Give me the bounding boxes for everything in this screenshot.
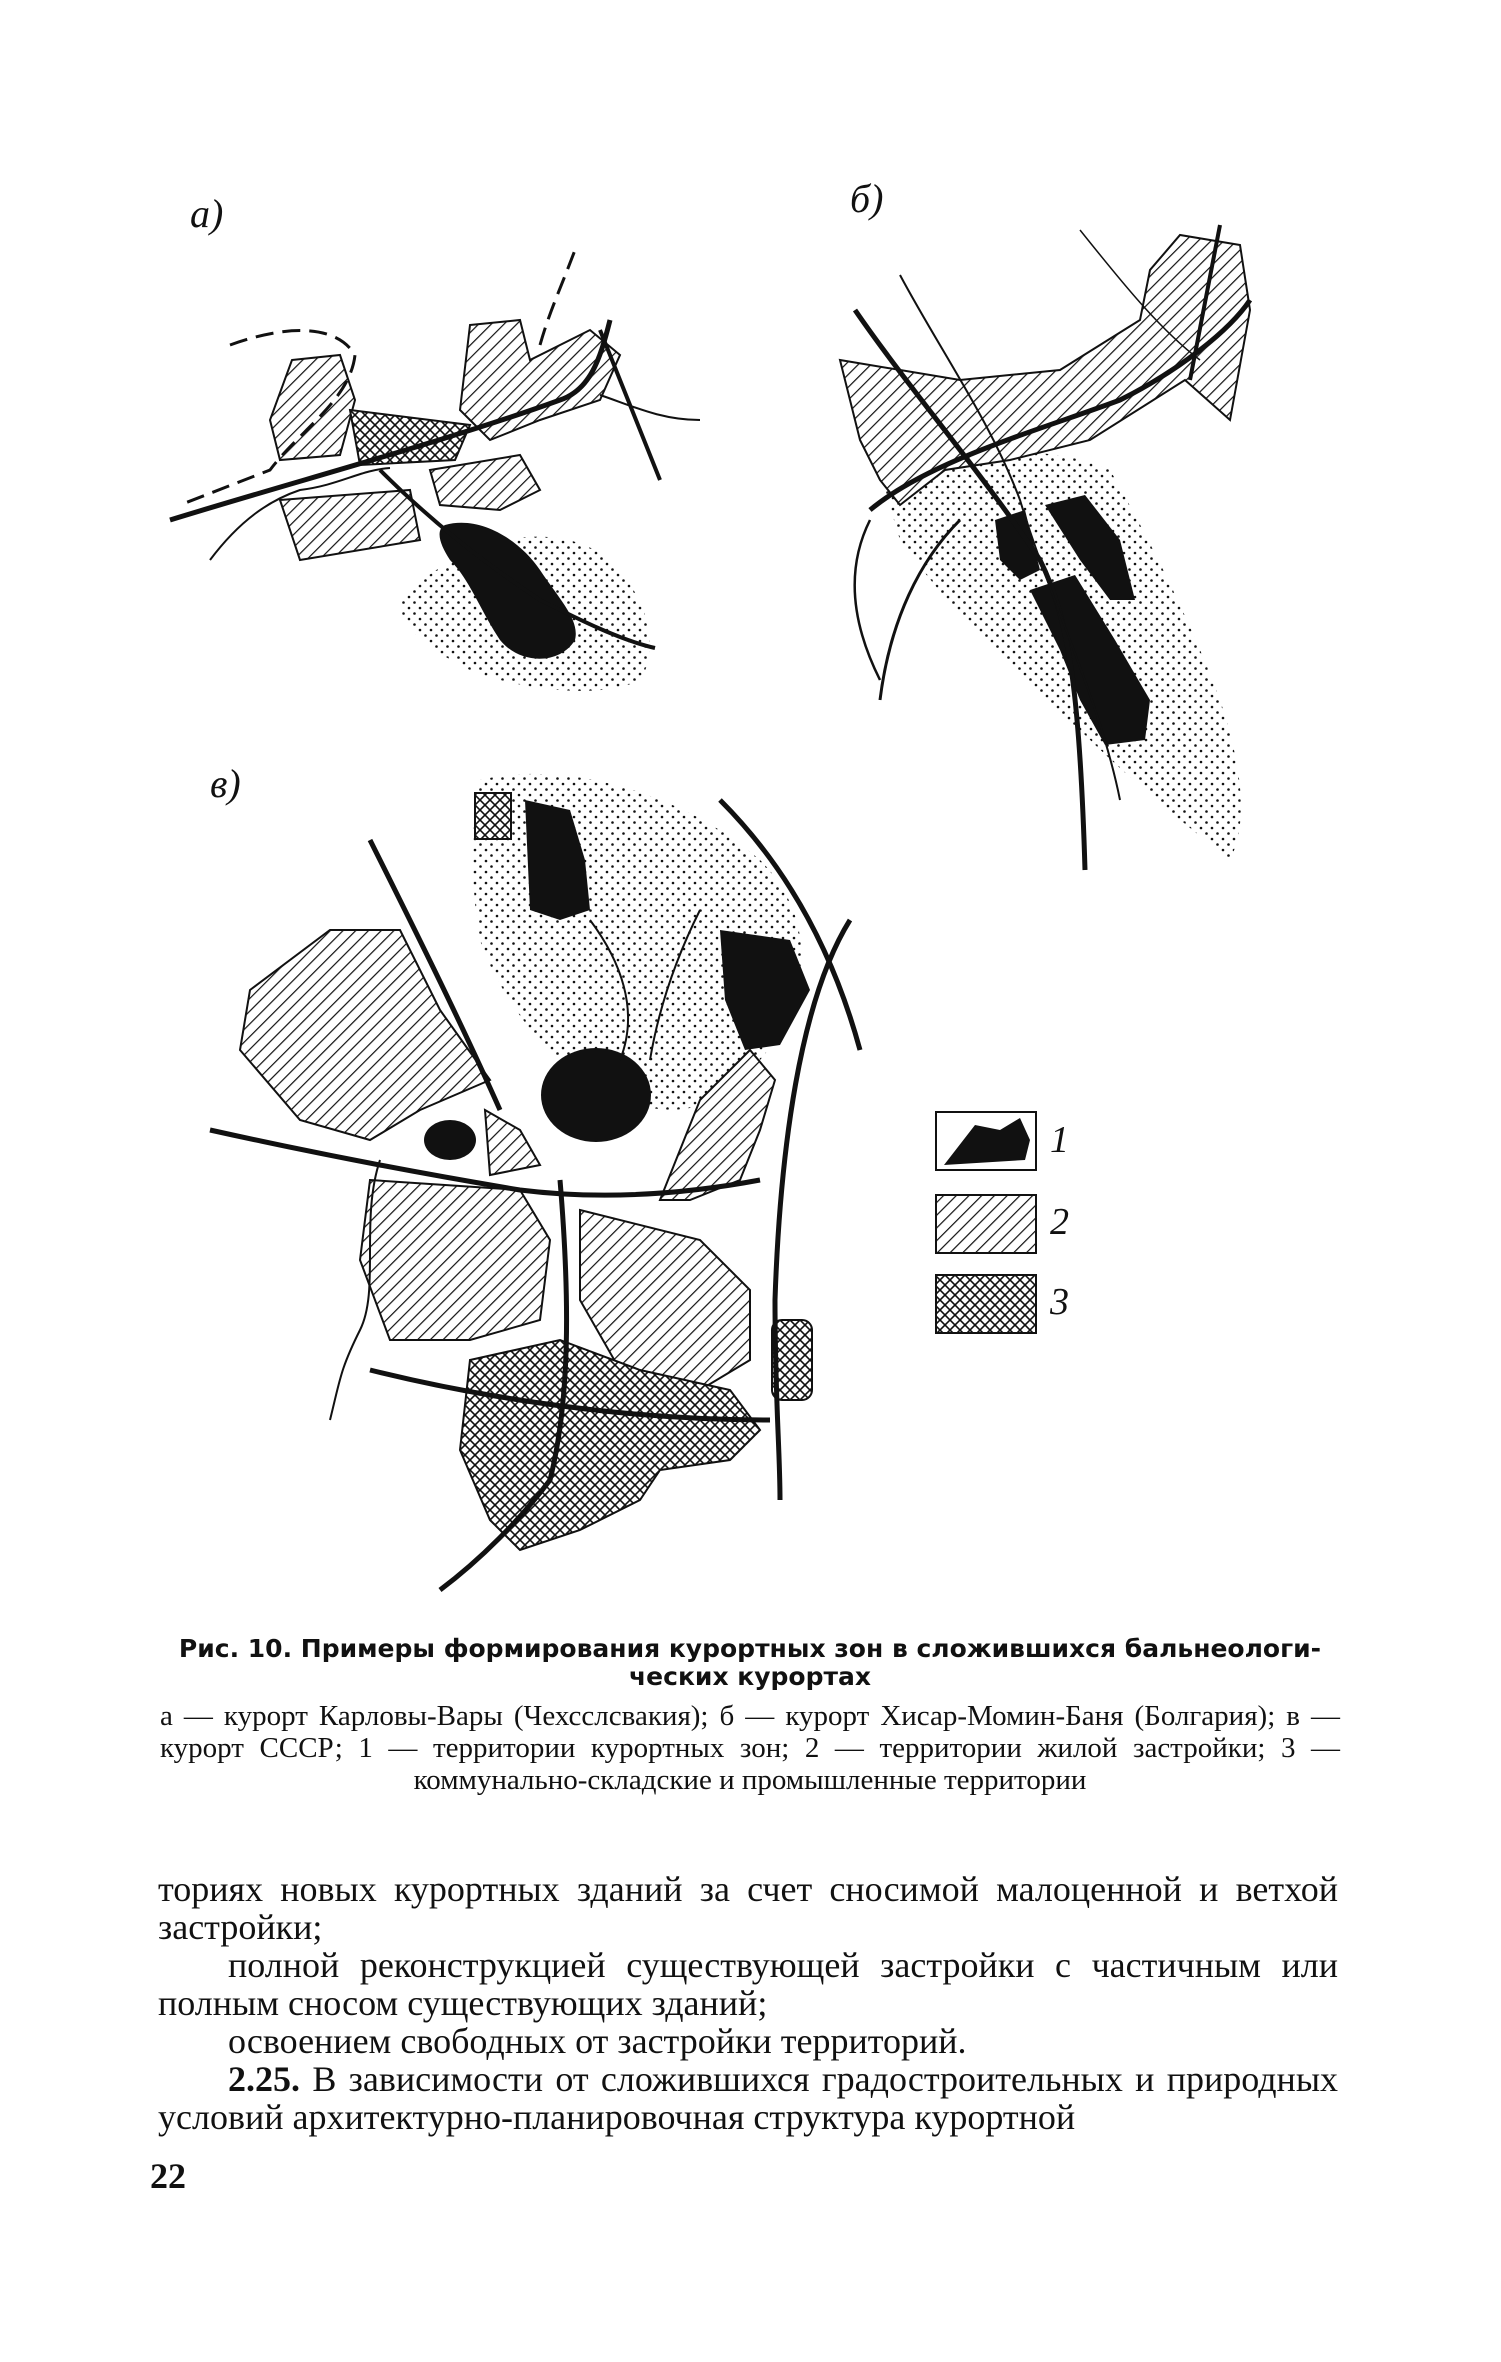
caption-title-line-2: ческих курортах <box>629 1662 871 1691</box>
map-ussr-resort <box>210 774 860 1590</box>
legend-swatch-residential <box>936 1195 1036 1253</box>
paragraph-4-text: В зависимости от сложившихся градостроительных и природных условий архитектурно-планировочная структура курортной <box>158 2059 1338 2137</box>
legend-number-2: 2 <box>1050 1201 1069 1243</box>
panel-label-c: в) <box>210 761 241 806</box>
paragraph-2: полной реконструкцией существующей застройки с частичным или полным сносом существующих зданий; <box>158 1945 1338 2023</box>
figure-caption-text: а — курорт Карловы-Вары (Чехсслсвакия); б — курорт Хисар-Момин-Баня (Болгария); в — курорт СССР; 1 — территории курортных зон; 2 — территории жилой застройки; 3 — коммунально-складские и промышленные территории <box>160 1700 1340 1796</box>
panel-label-b: б) <box>850 176 884 221</box>
figure-caption-title <box>160 1635 1340 1691</box>
legend-number-3: 3 <box>1050 1281 1069 1323</box>
page-number: 22 <box>150 2156 186 2196</box>
map-hisar-momin-banya <box>840 225 1250 870</box>
legend-swatch-industrial <box>936 1275 1036 1333</box>
caption-title-line-1: Рис. 10. Примеры формирования курортных зон в сложившихся бальнеологи- <box>178 1634 1322 1663</box>
section-number: 2.25. <box>228 2059 300 2099</box>
body-text <box>158 1870 1338 2136</box>
paragraph-4 <box>158 2060 1338 2136</box>
paragraph-3: освоением свободных от застройки территорий. <box>228 2021 967 2061</box>
map-karlovy-vary <box>170 250 700 691</box>
panel-label-a: а) <box>190 191 224 236</box>
legend-boxes <box>936 1112 1036 1333</box>
legend-number-1: 1 <box>1050 1119 1069 1161</box>
paragraph-1: ториях новых курортных зданий за счет сносимой малоценной и ветхой застройки; <box>158 1869 1338 1947</box>
